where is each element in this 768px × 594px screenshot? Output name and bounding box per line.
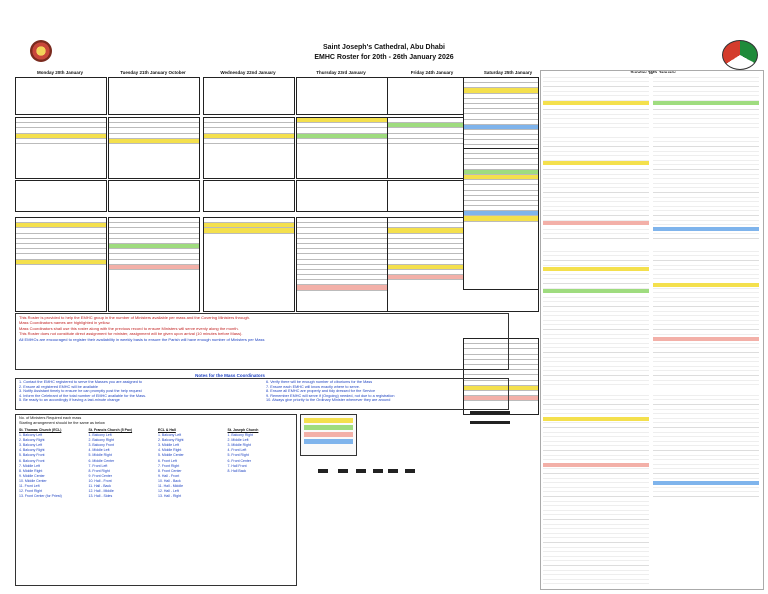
legend-bar (373, 469, 383, 473)
roster-block (296, 117, 388, 179)
legend-bar (470, 411, 510, 414)
instruction-item: 1. Contact the EMHC registered to serve the Masses you are assigned to (19, 380, 143, 384)
legend-bar (405, 469, 415, 473)
day-header-saturday: Saturday 25th January (483, 70, 533, 75)
positions-column: ECL & Hall 1. Balcony Left 2. Balcony Right 3. Middle Left 4. Middle Right 5. Middle Center 6. Front Left 7. Front Right 8. Front Center 9. Hall - Front 10. Hall - Back 11. Hall - Middle 12. Hall - Left 13. Hall - Right (158, 428, 184, 499)
instruction-item: 2. Ensure all registered EMHC will be available (19, 384, 98, 389)
instruction-item: 6. Verify there will be enough number of ciboriums for the Mass (266, 380, 373, 384)
positions-column: St. Francis Church (5 Pax) 1. Balcony Left 2. Balcony Right 3. Balcony Front 4. Middle Left 5. Middle Right 6. Middle Center 7. Front Left 8. Front Right 9. Front Center 10. Hall - Front 11. Hall - Back 12. Hall - Middle 13. Hall - Sides (88, 428, 133, 499)
day-header-monday: Monday 20th January (36, 70, 83, 75)
legend-bar (388, 469, 398, 473)
day-header-friday: Friday 24th January (410, 70, 454, 75)
roster-block (108, 117, 200, 179)
roster-block (296, 217, 388, 312)
day-header-tuesday: Tuesday 21th January October (120, 70, 186, 75)
instruction-item: 5. Be ready to an accordingly if having a last-minute change (19, 398, 120, 403)
roster-notice (15, 313, 509, 370)
roster-block (108, 217, 200, 312)
notice-line: This Roster is provided to help the EMHC group in the number of Ministers available per mass and the Covering Ministers through. (19, 315, 250, 320)
legend-bar (318, 469, 328, 473)
notice-line: Mass Coordinators names are highlighted in yellow. (19, 320, 111, 326)
positions-intro: No. of Ministers Required each mass (19, 416, 82, 420)
notice-line: Mass Coordinators shall use this roster along with the previous record to ensure Ministers will serve evenly along the month. (19, 325, 239, 331)
day-header-thursday: Thursday 23rd January (316, 70, 366, 75)
roster-block-saturday (463, 148, 539, 290)
roster-block (108, 77, 200, 115)
roster-block (203, 117, 295, 179)
roster-block (15, 77, 107, 115)
legend-bar (338, 469, 348, 473)
instruction-item: 4. Inform the Celebrant of the total number of EMHC available for the Mass. (19, 393, 147, 398)
instructions-title: Notes for the Mass Coordinators (195, 373, 265, 378)
seating-legend (300, 414, 357, 456)
roster-block-sunday (540, 70, 764, 590)
instruction-item: 8. Ensure all EMHC are properly and tidy dressed for the Service (266, 389, 376, 394)
positions-note: Starting arrangement should be the same as below (19, 421, 105, 425)
page-title: Saint Joseph's Cathedral, Abu Dhabi (323, 44, 445, 51)
instruction-item: 10. Always give priority to the Ordinary Minister whenever they are around (266, 398, 391, 403)
day-header-wednesday: Wednesday 22nd January (220, 70, 276, 75)
positions-column: St. Joseph Church 1. Balcony Right 2. Middle Left 3. Middle Right 4. Front Left 5. Front Right 6. Front Center 7. Hall Front 8. Hall Back (227, 428, 259, 473)
ministers-positions-panel (15, 414, 297, 586)
roster-block (296, 180, 388, 212)
roster-block (15, 180, 107, 212)
instruction-item: 7. Ensure each EMHC will know exactly where to serve. (266, 384, 360, 389)
roster-block (15, 217, 107, 312)
instruction-item: 3. Notify Assistant timely to ensure he can promptly post the help request (19, 389, 142, 394)
instructions-box (15, 378, 509, 410)
notice-line: All EMHCs are encouraged to register their availability in weekly basis to ensure the Parish will have enough number of Ministers per Mass (19, 336, 265, 342)
roster-block (108, 180, 200, 212)
positions-column: St. Thomas Church (ECL) 1. Balcony Left 2. Balcony Right 3. Balcony Left 4. Balcony Right 5. Balcony Front 6. Balcony Front 7. Middle Left 8. Middle Right 9. Middle Center 10. Middle Center 11. Front Left 12. Front Right 13. Front Center (for Priest) (19, 428, 62, 499)
roster-block (296, 77, 388, 115)
notice-line: This Roster does not constitute direct assignment for minister, assignment will be given upon arrival (10 minutes before Mass). (19, 331, 243, 337)
instruction-item: 9. Remember EMHC will serve if (Ongoing) needed, not due to a registration (266, 393, 395, 398)
roster-block (203, 180, 295, 212)
legend-bar (470, 421, 510, 424)
legend-bar (356, 469, 366, 473)
roster-block (203, 77, 295, 115)
roster-block (15, 117, 107, 179)
roster-block (203, 217, 295, 312)
page-subtitle: EMHC Roster for 20th - 26th January 2026 (314, 54, 454, 61)
